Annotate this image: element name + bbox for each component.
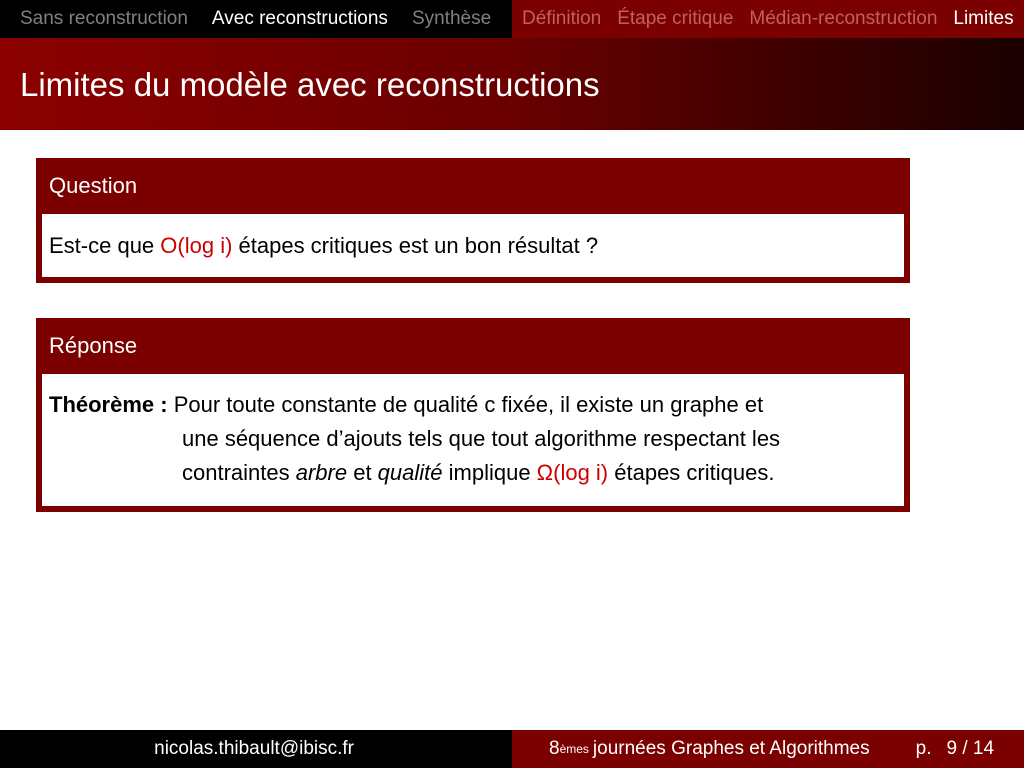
theorem-complexity: Ω(log i) bbox=[536, 460, 609, 485]
theorem-line-2 bbox=[49, 422, 897, 456]
question-block-title: Question bbox=[49, 173, 138, 198]
theorem-text-3-mid2: implique bbox=[442, 460, 537, 485]
theorem-text-1: Pour toute constante de qualité c fixée, il existe un graphe et bbox=[167, 392, 764, 417]
question-complexity: O(log i) bbox=[160, 233, 233, 258]
theorem-line-3 bbox=[49, 456, 897, 490]
theorem-text-2: une séquence d’ajouts tels que tout algorithme respectant les bbox=[182, 426, 781, 451]
theorem-label: Théorème : bbox=[49, 392, 168, 417]
footer-author bbox=[0, 730, 512, 768]
page-number: 9 / 14 bbox=[946, 738, 995, 759]
answer-block-title: Réponse bbox=[49, 333, 138, 358]
nav-subsection-etape-critique[interactable]: Étape critique bbox=[617, 8, 734, 29]
nav-subsection-definition[interactable]: Définition bbox=[522, 8, 602, 29]
theorem-text-3-end: étapes critiques. bbox=[608, 460, 775, 485]
footer bbox=[0, 730, 1024, 768]
theorem-italic-arbre: arbre bbox=[295, 460, 348, 485]
nav-subsection-median-reconstruction[interactable]: Médian-reconstruction bbox=[749, 8, 938, 29]
section-nav bbox=[0, 0, 512, 38]
slide-title: Limites du modèle avec reconstructions bbox=[20, 66, 600, 103]
theorem-text-3-mid1: et bbox=[347, 460, 378, 485]
nav-section-synthese[interactable]: Synthèse bbox=[411, 8, 492, 29]
nav-subsection-limites[interactable]: Limites bbox=[953, 8, 1014, 29]
theorem-line-1 bbox=[49, 388, 897, 422]
conference-number: 8 bbox=[549, 738, 560, 759]
question-block bbox=[36, 158, 910, 283]
footer-conference bbox=[512, 730, 1024, 768]
navigation-bar bbox=[0, 0, 1024, 38]
subsection-nav bbox=[512, 0, 1024, 38]
question-text-before: Est-ce que bbox=[49, 233, 161, 258]
question-block-body bbox=[42, 214, 904, 277]
conference-number-suffix: èmes bbox=[559, 742, 589, 756]
page-label: p. bbox=[915, 738, 932, 759]
title-bar bbox=[0, 38, 1024, 130]
question-text-after: étapes critiques est un bon résultat ? bbox=[232, 233, 599, 258]
conference-name: journées Graphes et Algorithmes bbox=[592, 738, 870, 759]
answer-block bbox=[36, 318, 910, 512]
theorem-italic-qualite: qualité bbox=[377, 460, 443, 485]
theorem-text-3-start: contraintes bbox=[182, 460, 296, 485]
author-email: nicolas.thibault@ibisc.fr bbox=[154, 738, 354, 759]
nav-section-sans-reconstruction[interactable]: Sans reconstruction bbox=[20, 8, 188, 29]
nav-section-avec-reconstructions[interactable]: Avec reconstructions bbox=[211, 8, 388, 29]
answer-block-body bbox=[42, 374, 904, 506]
